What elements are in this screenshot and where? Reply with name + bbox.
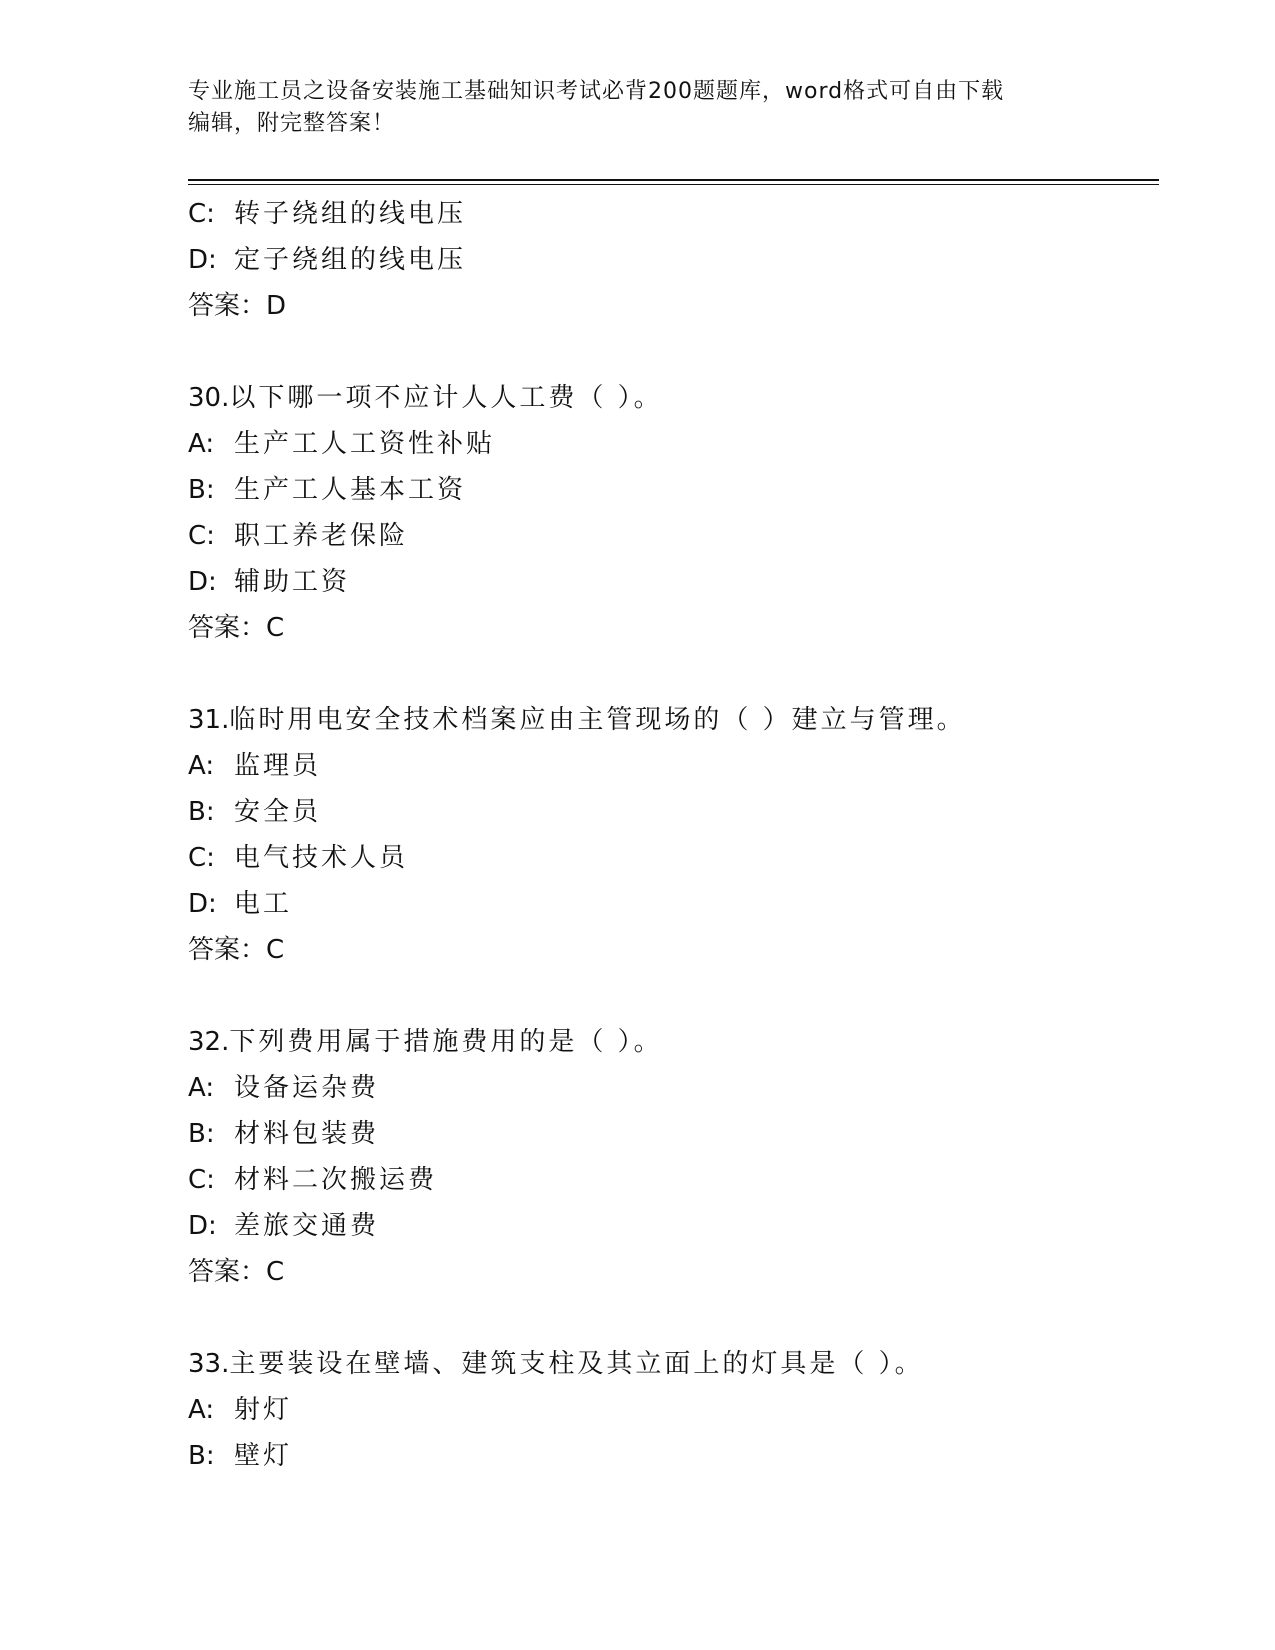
option-row	[188, 743, 1159, 789]
option-row	[188, 1387, 1159, 1433]
option-letter: B:	[188, 475, 215, 505]
option-text: 定子绕组的线电压	[234, 245, 467, 275]
option-letter: D:	[188, 889, 217, 919]
question-number: 31.	[188, 705, 230, 735]
option-text: 材料包装费	[234, 1119, 380, 1149]
option-letter: C:	[188, 199, 215, 229]
continued-question	[188, 191, 1159, 329]
option-letter: B:	[188, 797, 215, 827]
spacer	[188, 973, 1159, 1019]
question-number: 30.	[188, 383, 230, 413]
question-block	[188, 697, 1159, 973]
option-text: 辅助工资	[234, 567, 351, 597]
question-stem-row	[188, 697, 1159, 743]
header-divider-thin	[188, 184, 1159, 185]
option-row	[188, 1065, 1159, 1111]
option-row	[188, 881, 1159, 927]
question-stem: 下列费用属于措施费用的是（ ）。	[229, 1027, 663, 1057]
answer-line: 答案：D	[188, 291, 287, 321]
question-stem-row	[188, 375, 1159, 421]
question-list	[188, 191, 1159, 1479]
option-row	[188, 789, 1159, 835]
option-letter: C:	[188, 521, 215, 551]
option-text: 电气技术人员	[234, 843, 409, 873]
option-letter: A:	[188, 1073, 215, 1103]
question-stem-row	[188, 1341, 1159, 1387]
option-text: 电工	[234, 889, 293, 919]
option-row	[188, 1433, 1159, 1479]
option-letter: D:	[188, 245, 217, 275]
option-letter: B:	[188, 1441, 215, 1471]
option-letter: A:	[188, 1395, 215, 1425]
option-text: 生产工人工资性补贴	[234, 429, 496, 459]
question-block	[188, 1341, 1159, 1479]
header-title-line-1: 专业施工员之设备安装施工基础知识考试必背200题题库，word格式可自由下载	[188, 79, 1005, 104]
option-letter: C:	[188, 843, 215, 873]
option-text: 职工养老保险	[234, 521, 409, 551]
option-letter: A:	[188, 751, 215, 781]
question-number: 32.	[188, 1027, 230, 1057]
option-text: 生产工人基本工资	[234, 475, 467, 505]
option-letter: C:	[188, 1165, 215, 1195]
spacer	[188, 1295, 1159, 1341]
option-row	[188, 559, 1159, 605]
header-divider-thick	[188, 179, 1159, 181]
option-text: 壁灯	[234, 1441, 293, 1471]
option-letter: D:	[188, 567, 217, 597]
option-row	[188, 191, 1159, 237]
option-text: 监理员	[234, 751, 322, 781]
question-stem-row	[188, 1019, 1159, 1065]
option-row	[188, 1157, 1159, 1203]
question-block	[188, 375, 1159, 651]
option-letter: B:	[188, 1119, 215, 1149]
option-row	[188, 421, 1159, 467]
spacer	[188, 329, 1159, 375]
question-stem: 主要装设在壁墙、建筑支柱及其立面上的灯具是（ ）。	[229, 1349, 924, 1379]
answer-line: 答案：C	[188, 613, 285, 643]
question-number: 33.	[188, 1349, 230, 1379]
option-text: 转子绕组的线电压	[234, 199, 467, 229]
option-row	[188, 835, 1159, 881]
option-row	[188, 237, 1159, 283]
option-text: 差旅交通费	[234, 1211, 380, 1241]
option-row	[188, 467, 1159, 513]
option-text: 安全员	[234, 797, 322, 827]
document-header	[188, 76, 1068, 140]
option-row	[188, 1203, 1159, 1249]
question-stem: 临时用电安全技术档案应由主管现场的（ ）建立与管理。	[229, 705, 966, 735]
header-title-line-2: 编辑，附完整答案！	[188, 111, 396, 136]
answer-line: 答案：C	[188, 1257, 285, 1287]
option-text: 射灯	[234, 1395, 293, 1425]
spacer	[188, 651, 1159, 697]
option-row	[188, 513, 1159, 559]
option-letter: D:	[188, 1211, 217, 1241]
answer-line: 答案：C	[188, 935, 285, 965]
option-text: 设备运杂费	[234, 1073, 380, 1103]
option-row	[188, 1111, 1159, 1157]
question-stem: 以下哪一项不应计人人工费（ ）。	[229, 383, 663, 413]
question-block	[188, 1019, 1159, 1295]
option-letter: A:	[188, 429, 215, 459]
option-text: 材料二次搬运费	[234, 1165, 438, 1195]
